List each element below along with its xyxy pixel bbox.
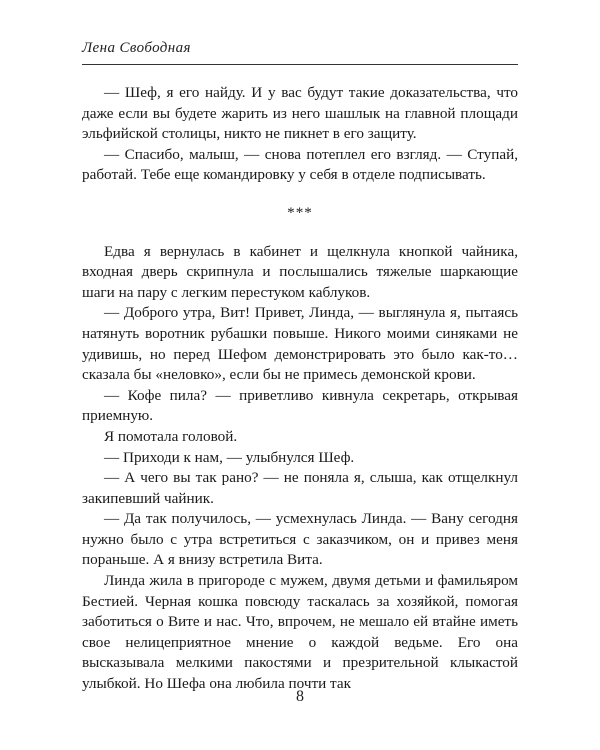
paragraph: — Шеф, я его найду. И у вас будут такие доказательства, что даже если вы будете жарить из него шашлык на главной площади эльфийской столицы, никто не пикнет в его защиту. [82,84,518,143]
body-text [82,83,518,695]
section-break: *** [287,203,313,221]
paragraph: — Спасибо, малыш, — снова потеплел его взгляд. — Ступай, работай. Тебе еще командировку у себя в отделе подписывать. [82,145,518,184]
paragraph: Я помотала головой. [104,427,238,445]
paragraph: Едва я вернулась в кабинет и щелкнула кнопкой чайника, входная дверь скрипнула и послышались тяжелые шаркающие шаги на пару с легким перестуком каблуков. [82,242,518,301]
running-head: Лена Свободная [82,40,191,56]
paragraph: — Кофе пила? — приветливо кивнула секретарь, открывая приемную. [82,386,518,425]
page-number: 8 [296,688,304,705]
paragraph: — Да так получилось, — усмехнулась Линда. — Вану сегодня нужно было с утра встретиться с заказчиком, он и привез меня пораньше. А я внизу встретила Вита. [82,510,518,569]
paragraph: — А чего вы так рано? — не поняла я, слыша, как отщелкнул закипевший чайник. [82,469,518,507]
header-rule [82,64,518,65]
paragraph: — Доброго утра, Вит! Привет, Линда, — выглянула я, пытаясь натянуть воротник рубашки повыше. Никого моими синяками не удивишь, но перед Шефом демонстрировать это было как-то… сказала бы «неловко», если бы не примесь демонской крови. [82,304,518,384]
paragraph: — Приходи к нам, — улыбнулся Шеф. [104,448,355,466]
paragraph: Линда жила в пригороде с мужем, двумя детьми и фамильяром Бестией. Черная кошка повсюду таскалась за хозяйкой, помогая заботиться о Вите и нас. Что, впрочем, не мешало ей втайне иметь свое нелицеприятное мнение о каждой ведьме. Его она высказывала мелкими пакостями и презрительной клыкастой улыбкой. Но Шефа она любила почти так [82,572,518,693]
